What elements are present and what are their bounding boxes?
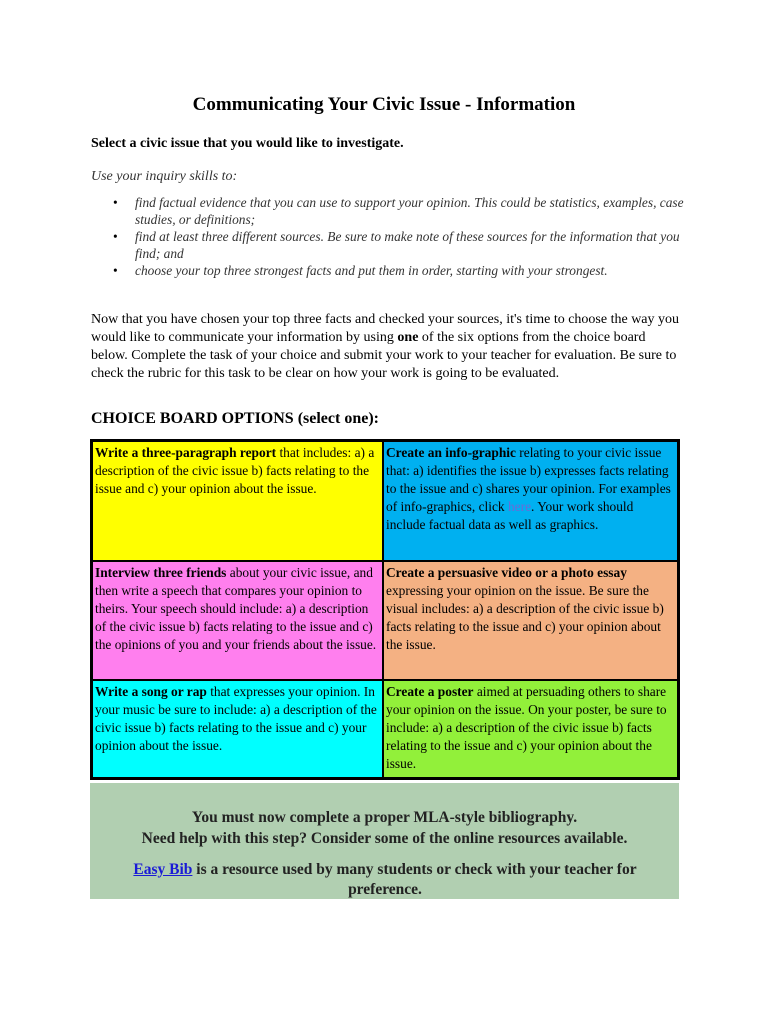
list-item: • choose your top three strongest facts and put them in order, starting with your strongest. bbox=[91, 262, 691, 279]
examples-link[interactable]: here bbox=[507, 499, 532, 514]
list-item: • find factual evidence that you can use to support your opinion. This could be statistics, examples, case studies, or definitions; bbox=[91, 194, 691, 228]
choice-text: aimed at persuading others to share your opinion on the issue. On your poster, be sure to include: a) a description of the civic issue b) facts relating to the issue and c) your opinion about the issue. bbox=[386, 684, 667, 771]
choice-report bbox=[92, 441, 383, 561]
list-item: • find at least three different sources. Be sure to make note of these sources for the information that you find; and bbox=[91, 228, 691, 262]
choice-text: expressing your opinion on the issue. Be sure the visual includes: a) a description of the civic issue b) facts relating to the issue and c) your opinion about the issue. bbox=[386, 583, 664, 652]
instructions-paragraph bbox=[91, 311, 681, 383]
bibliography-line-3 bbox=[110, 860, 660, 900]
choice-poster bbox=[383, 680, 678, 778]
choice-board-heading: CHOICE BOARD OPTIONS (select one): bbox=[91, 410, 379, 427]
paragraph-after: of the six options from the choice board below. Complete the task of your choice and submit your work to your teacher for evaluation. Be sure to check the rubric for this task to be clear on how your work is going to be evaluated. bbox=[91, 330, 677, 381]
paragraph-before: Now that you have chosen your top three facts and checked your sources, it's time to choose the way you would like to communicate your information by using bbox=[91, 312, 680, 345]
choice-title: Interview three friends bbox=[95, 565, 227, 580]
choice-title: Create a persuasive video or a photo essay bbox=[386, 565, 627, 580]
choice-text: relating to your civic issue that: a) identifies the issue b) expresses facts relating to the issue and c) shares your opinion. For examples of info-graphics, click bbox=[386, 445, 671, 514]
easy-bib-link[interactable]: Easy Bib bbox=[133, 861, 193, 878]
choice-title: Write a three-paragraph report bbox=[95, 445, 277, 460]
choice-infographic bbox=[383, 441, 678, 561]
lead-text: Use your inquiry skills to: bbox=[91, 169, 238, 184]
choice-text: that expresses your opinion. In your music be sure to include: a) a description of the civic issue b) facts relating to the issue and c) your opinion about the issue. bbox=[95, 684, 377, 753]
bibliography-line-1: You must now complete a proper MLA-style bibliography. bbox=[191, 809, 578, 826]
page-title: Communicating Your Civic Issue - Information bbox=[192, 94, 576, 115]
choice-title: Create a poster bbox=[386, 684, 474, 699]
bibliography-box bbox=[90, 783, 679, 899]
choice-interview bbox=[92, 561, 383, 680]
paragraph-bold: one bbox=[397, 330, 419, 345]
choice-text: about your civic issue, and then write a speech that compares your opinion to theirs. Your speech should include: a) a description of the civic issue b) facts relating to the issue and c) the opinions of you and your friends about the issue. bbox=[95, 565, 377, 652]
choice-title: Write a song or rap bbox=[95, 684, 207, 699]
intro-text: Select a civic issue that you would like to investigate. bbox=[91, 136, 404, 151]
bibliography-text: is a resource used by many students or check with your teacher for preference. bbox=[192, 861, 637, 898]
skills-list bbox=[91, 194, 691, 279]
choice-title: Create an info-graphic bbox=[386, 445, 516, 460]
choice-text: that includes: a) a description of the civic issue b) facts relating to the issue and c) your opinion about the issue. bbox=[95, 445, 375, 496]
choice-board bbox=[90, 439, 680, 780]
choice-video bbox=[383, 561, 678, 680]
bibliography-line-2: Need help with this step? Consider some of the online resources available. bbox=[141, 830, 628, 847]
choice-text-after: . Your work should include factual data as well as graphics. bbox=[386, 499, 634, 532]
choice-song bbox=[92, 680, 383, 778]
